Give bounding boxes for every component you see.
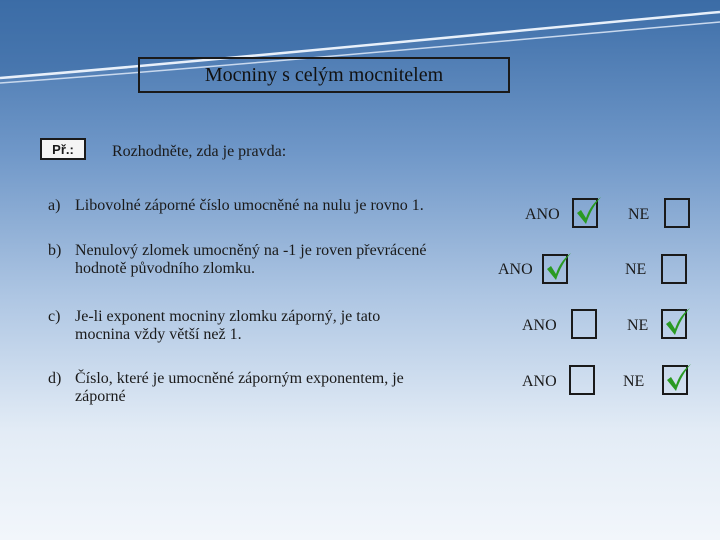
- question-a-yes-checkbox[interactable]: [572, 198, 598, 228]
- question-b-label: b): [48, 242, 62, 259]
- question-c-line-2: mocnina vždy větší než 1.: [75, 326, 242, 343]
- page-title: Mocniny s celým mocnitelem: [138, 57, 510, 93]
- question-a-no-label: NE: [628, 206, 650, 223]
- question-c-yes-label: ANO: [522, 317, 557, 334]
- question-a-yes-label: ANO: [525, 206, 560, 223]
- question-b-no-checkbox[interactable]: [661, 254, 687, 284]
- question-c-no-checkbox[interactable]: [661, 309, 687, 339]
- question-b-yes-checkbox[interactable]: [542, 254, 568, 284]
- question-d-no-label: NE: [623, 373, 645, 390]
- example-badge: Př.:: [40, 138, 86, 160]
- question-a-no-checkbox[interactable]: [664, 198, 690, 228]
- question-d-no-checkbox[interactable]: [662, 365, 688, 395]
- question-d-text: [75, 370, 404, 406]
- question-a-text: [75, 197, 424, 215]
- question-d-line-2: záporné: [75, 388, 126, 405]
- question-b-line-2: hodnotě původního zlomku.: [75, 260, 255, 277]
- question-b-text: [75, 242, 426, 278]
- question-b-yes-label: ANO: [498, 261, 533, 278]
- question-d-yes-label: ANO: [522, 373, 557, 390]
- question-d-label: d): [48, 370, 62, 387]
- question-c-no-label: NE: [627, 317, 649, 334]
- question-d-line-1: Číslo, které je umocněné záporným exponentem, je: [75, 370, 404, 387]
- question-a-line-1: Libovolné záporné číslo umocněné na nulu je rovno 1.: [75, 197, 424, 214]
- question-c-yes-checkbox[interactable]: [571, 309, 597, 339]
- question-c-line-1: Je-li exponent mocniny zlomku záporný, je tato: [75, 308, 381, 325]
- question-d-yes-checkbox[interactable]: [569, 365, 595, 395]
- question-a-label: a): [48, 197, 61, 214]
- question-c-label: c): [48, 308, 61, 325]
- question-c-text: [75, 308, 380, 344]
- question-b-line-1: Nenulový zlomek umocněný na -1 je roven převrácené: [75, 242, 427, 259]
- instruction-text: Rozhodněte, zda je pravda:: [112, 143, 287, 160]
- question-b-no-label: NE: [625, 261, 647, 278]
